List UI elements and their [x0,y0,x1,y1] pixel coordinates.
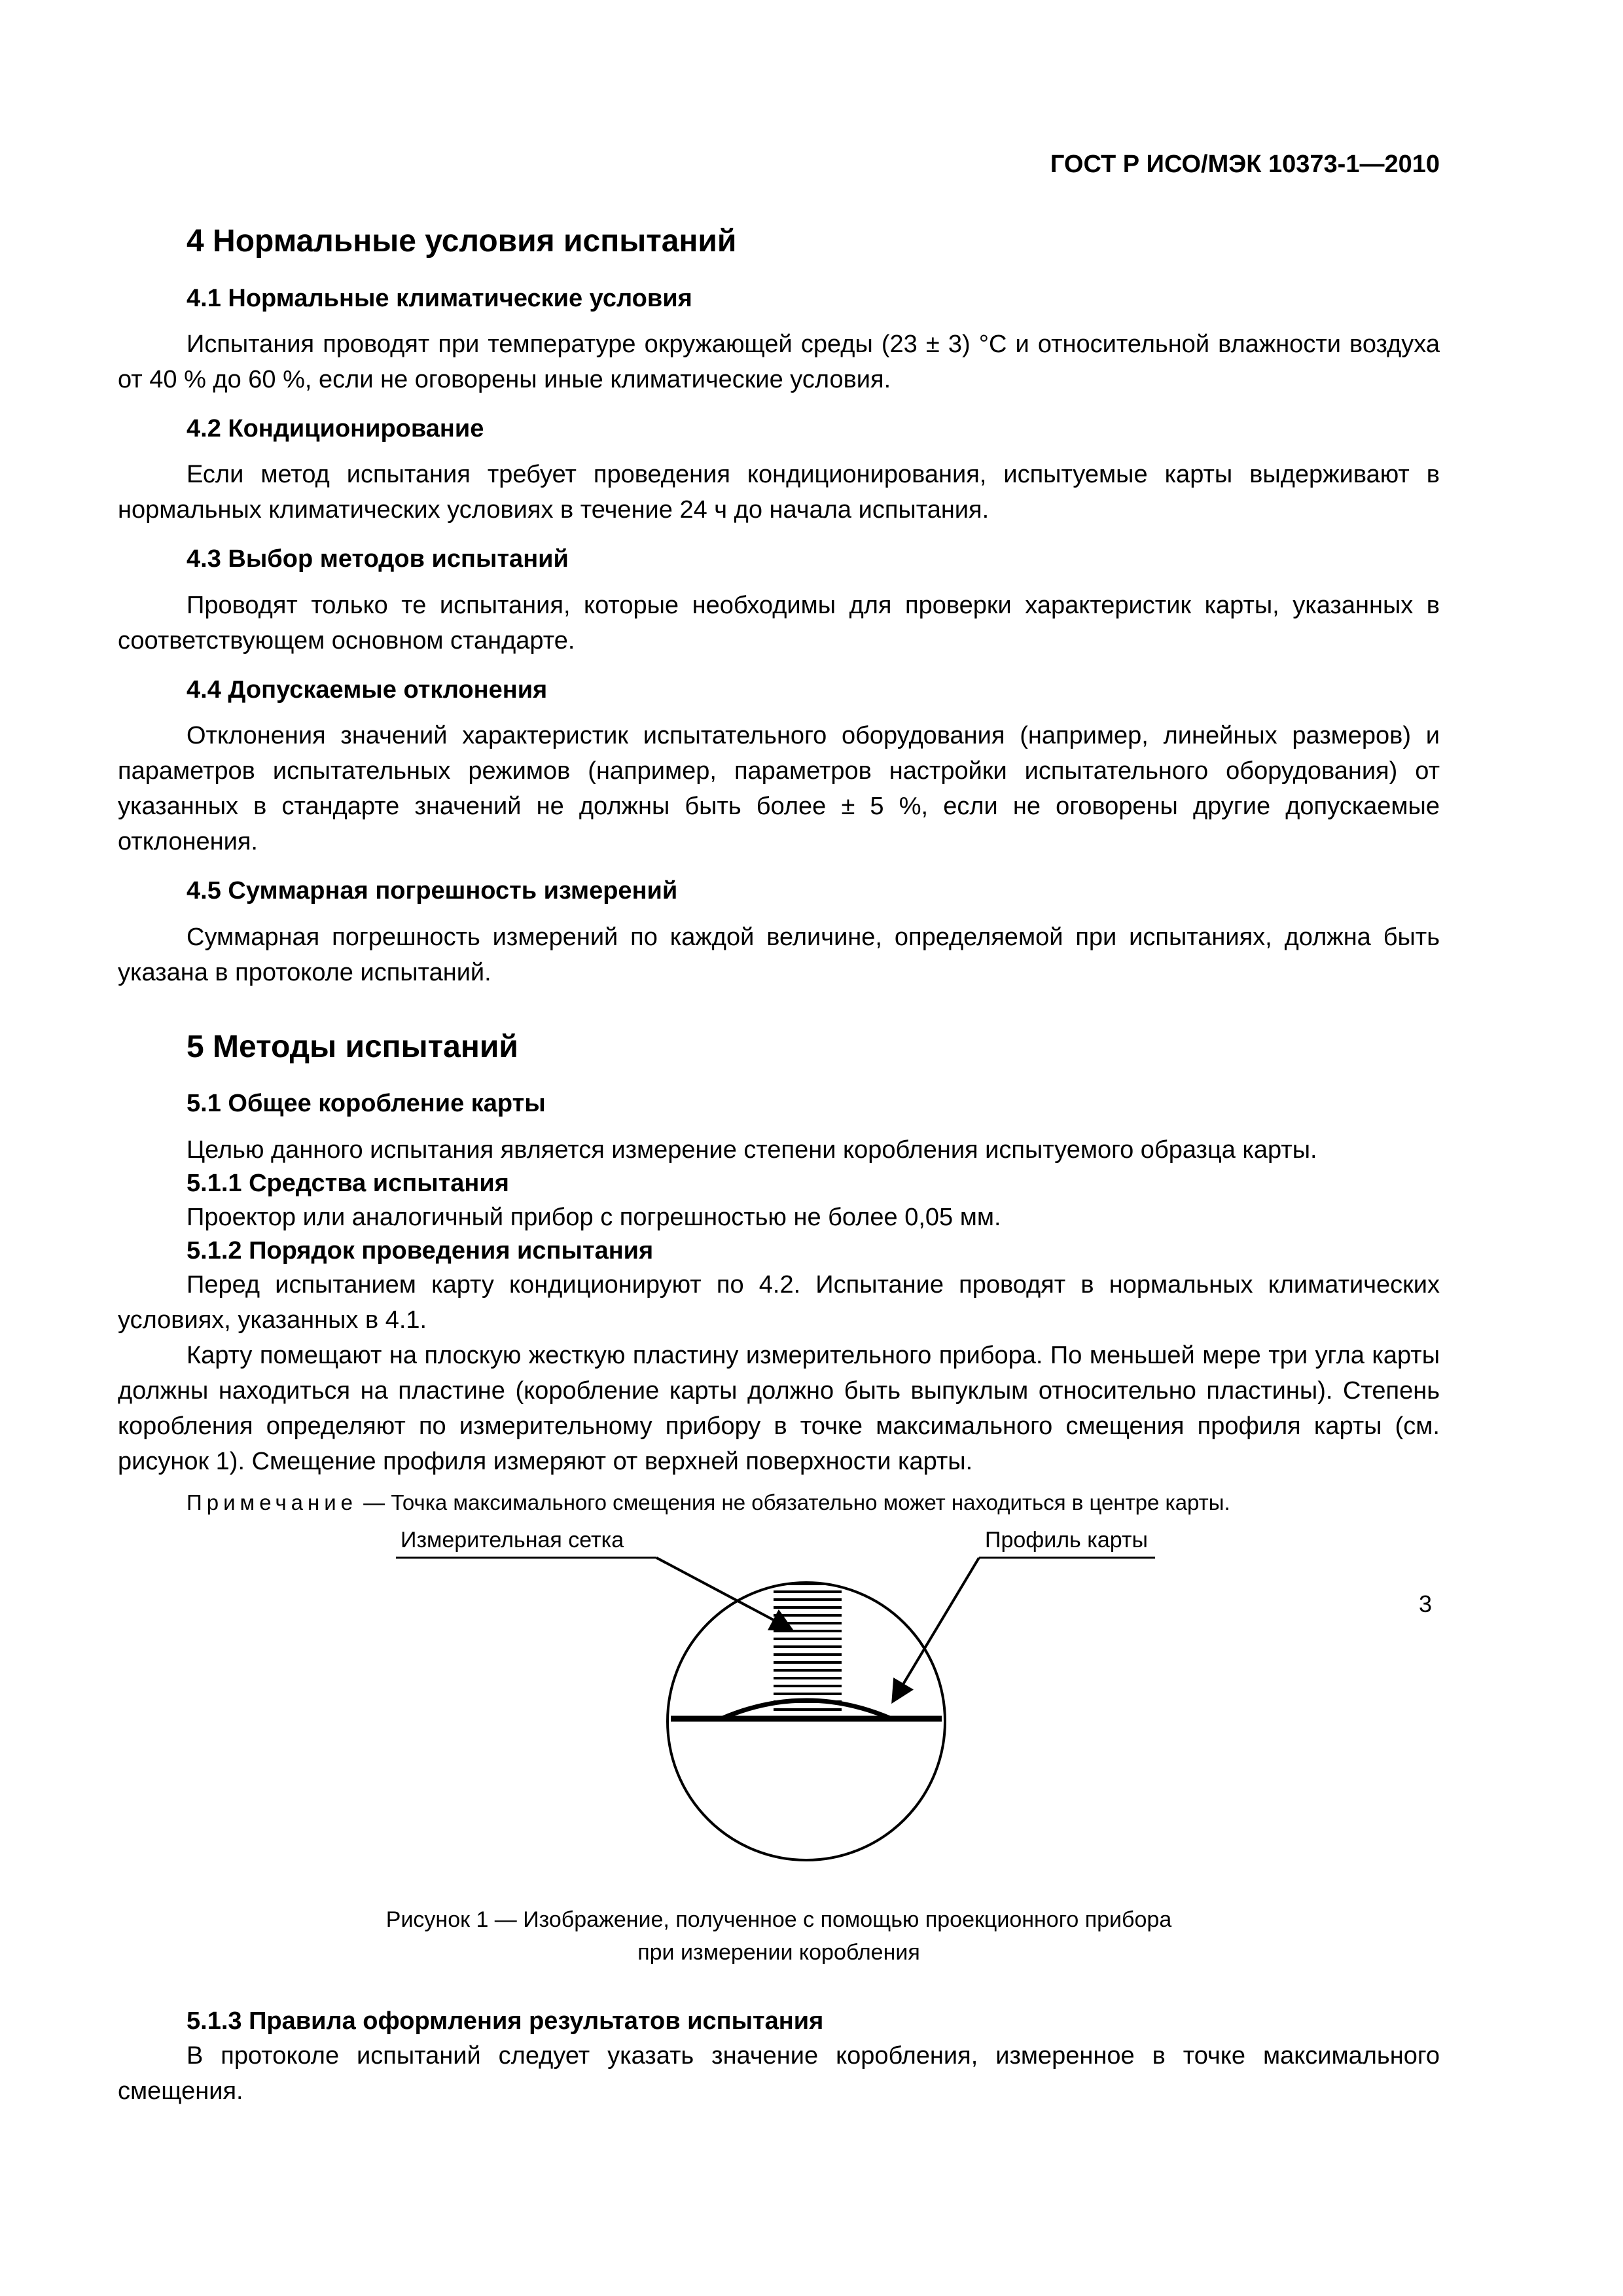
subsection-4-2-title: 4.2 Кондиционирование [187,414,484,442]
section-4-heading: 4 Нормальные условия испытаний [187,224,737,259]
caption-line-2: при измерении коробления [637,1940,920,1965]
subsection-5-1-intro: Целью данного испытания является измерение степени коробления испытуемого образца карты. [187,1136,1317,1164]
grid-leader-arrow [656,1558,792,1630]
subsection-5-1-2-title: 5.1.2 Порядок проведения испытания [187,1236,654,1265]
figure-1-drawing [118,1530,1440,1897]
subsection-4-4-title: 4.4 Допускаемые отклонения [187,675,548,704]
note-text: — Точка максимального смещения не обязательно может находиться в центре карты. [357,1490,1230,1515]
measurement-grid [774,1584,842,1710]
subsection-5-1-3-text: В протоколе испытаний следует указать значение коробления, измеренное в точке максимального смещения. [118,2041,1440,2105]
subsection-4-2-text: Если метод испытания требует проведения кондиционирования, испытуемые карты выдерживают в нормальных климатических условиях в течение 24 ч до начала испытания. [118,461,1440,524]
subsection-4-3-text: Проводят только те испытания, которые необходимы для проверки характеристик карты, указанных в соответствующем основном стандарте. [118,591,1440,655]
subsection-4-1-title: 4.1 Нормальные климатические условия [187,284,692,312]
note-label: Примечание [187,1490,358,1515]
standard-code: ГОСТ Р ИСО/МЭК 10373-1—2010 [1050,151,1440,178]
subsection-4-3-title: 4.3 Выбор методов испытаний [187,545,569,573]
subsection-5-1-2-para-2: Карту помещают на плоскую жесткую пластину измерительного прибора. По меньшей мере три угла карты должны находиться на пластине (коробление карты должно быть выпуклым относительно пластины). Степень коробления определяют по измерительному прибору в точке максимального смещения профиля карты (см. рисунок 1). Смещение профиля измеряют от верхней поверхности карты. [118,1342,1440,1476]
page-content [118,223,1440,2109]
subsection-4-5-title: 4.5 Суммарная погрешность измерений [187,877,678,905]
section-5-heading: 5 Методы испытаний [187,1029,518,1064]
label-card-profile: Профиль карты [985,1528,1148,1553]
subsection-4-4-text: Отклонения значений характеристик испытательного оборудования (например, линейных размеров) и параметров испытательных режимов (например, параметров настройки испытательного оборудования) от указанных в стандарте значений не должны быть более ± 5 %, если не оговорены другие допускаемые отклонения. [118,722,1440,856]
figure-1-caption [118,1903,1440,1969]
subsection-5-1-title: 5.1 Общее коробление карты [187,1090,546,1118]
subsection-4-5-text: Суммарная погрешность измерений по каждой величине, определяемой при испытаниях, должна быть указана в протоколе испытаний. [118,923,1440,986]
subsection-4-1-text: Испытания проводят при температуре окружающей среды (23 ± 3) °С и относительной влажности воздуха от 40 % до 60 %, если не оговорены иные климатические условия. [118,330,1440,393]
subsection-5-1-1-text: Проектор или аналогичный прибор с погрешностью не более 0,05 мм. [187,1203,1001,1231]
label-measuring-grid: Измерительная сетка [401,1528,624,1553]
subsection-5-1-2-para-1: Перед испытанием карту кондиционируют по 4.2. Испытание проводят в нормальных климатических условиях, указанных в 4.1. [118,1271,1440,1335]
figure-1 [118,1530,1440,1897]
subsection-5-1-3-title: 5.1.3 Правила оформления результатов испытания [187,2007,824,2036]
profile-leader-arrow [893,1558,979,1702]
page-number: 3 [1418,1590,1432,1617]
note [118,1487,1440,1518]
caption-line-1: Рисунок 1 — Изображение, полученное с помощью проекционного прибора [385,1907,1172,1933]
subsection-5-1-1-title: 5.1.1 Средства испытания [187,1169,509,1197]
